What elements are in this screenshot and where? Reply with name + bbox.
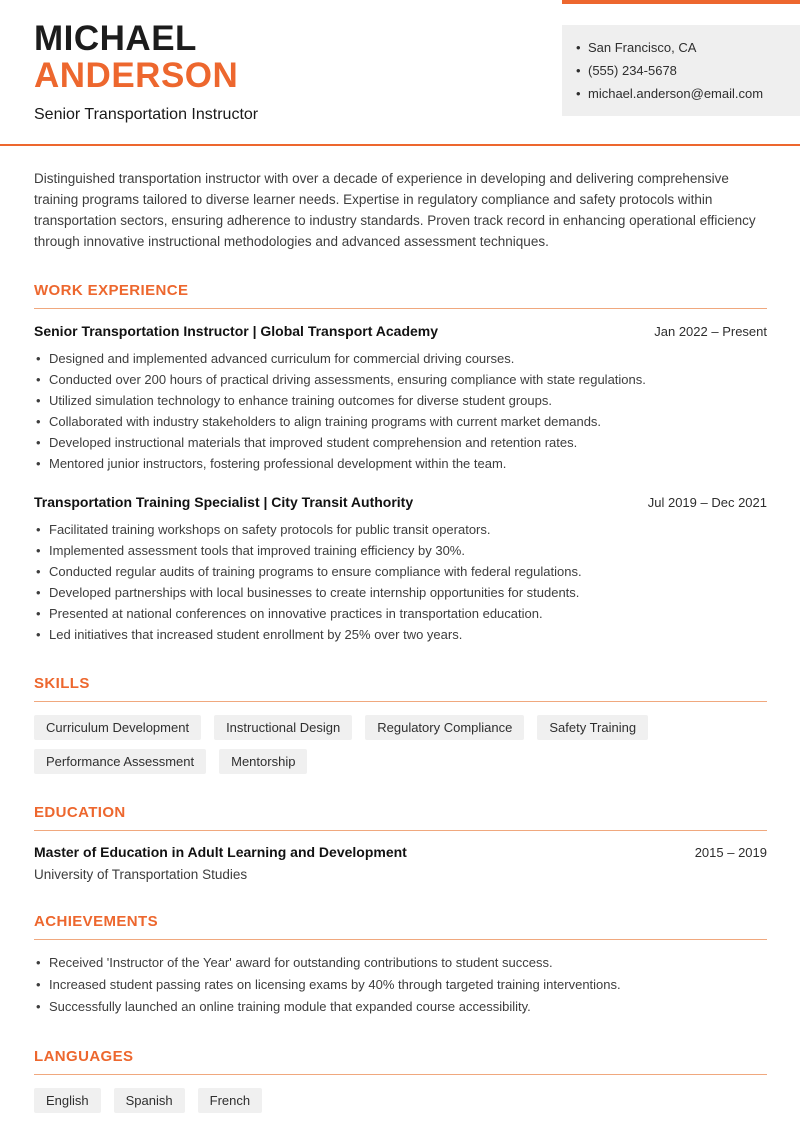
section-rule: [34, 1074, 767, 1075]
job-header: [34, 494, 767, 511]
contact-card: [562, 25, 800, 116]
job-bullet-list: [34, 348, 767, 474]
section-rule: [34, 701, 767, 702]
achievement-item: • Received 'Instructor of the Year' award for outstanding contributions to student success.: [34, 952, 767, 974]
degree-title: Master of Education in Adult Learning and Development: [34, 844, 407, 860]
school-name: University of Transportation Studies: [34, 867, 248, 882]
bullet-item: • Conducted over 200 hours of practical driving assessments, ensuring compliance with state regulations.: [34, 369, 767, 390]
job-dates: Jul 2019 – Dec 2021: [647, 495, 767, 510]
job-dates: Jan 2022 – Present: [654, 324, 767, 339]
bullet-item: • Developed partnerships with local businesses to create internship opportunities for students.: [34, 582, 767, 603]
job-bullet-list: [34, 519, 767, 645]
achievement-list: [34, 952, 767, 1018]
skill-tag-list: [34, 715, 767, 774]
section-achievements: [34, 913, 767, 1018]
header: [0, 0, 800, 124]
language-tag-list: [34, 1088, 767, 1113]
bullet-item: • Facilitated training workshops on safety protocols for public transit operators.: [34, 519, 767, 540]
job-header: [34, 323, 767, 340]
contact-email: • michael.anderson@email.com: [576, 82, 790, 105]
job-title: Senior Transportation Instructor | Global Transport Academy: [34, 323, 439, 339]
language-tag: French: [198, 1088, 262, 1113]
job-entry: [34, 323, 767, 474]
section-heading-languages: LANGUAGES: [34, 1048, 134, 1065]
skill-tag: Mentorship: [219, 749, 307, 774]
bullet-item: • Designed and implemented advanced curriculum for commercial driving courses.: [34, 348, 767, 369]
bullet-item: • Developed instructional materials that improved student comprehension and retention rates.: [34, 432, 767, 453]
education-header: [34, 844, 767, 861]
bullet-item: • Utilized simulation technology to enhance training outcomes for diverse student groups.: [34, 390, 767, 411]
header-divider: [0, 144, 800, 146]
section-rule: [34, 308, 767, 309]
section-skills: [34, 675, 767, 774]
bullet-item: • Led initiatives that increased student enrollment by 25% over two years.: [34, 624, 767, 645]
bullet-item: • Mentored junior instructors, fostering professional development within the team.: [34, 453, 767, 474]
job-entry: [34, 494, 767, 645]
job-title: Transportation Training Specialist | City Transit Authority: [34, 494, 414, 510]
section-rule: [34, 830, 767, 831]
section-heading-work: WORK EXPERIENCE: [34, 282, 189, 299]
section-work-experience: [34, 282, 767, 645]
content: [0, 168, 800, 1113]
achievement-item: • Successfully launched an online training module that expanded course accessibility.: [34, 996, 767, 1018]
skill-tag: Regulatory Compliance: [365, 715, 524, 740]
section-heading-skills: SKILLS: [34, 675, 90, 692]
skill-tag: Instructional Design: [214, 715, 352, 740]
skill-tag: Safety Training: [537, 715, 648, 740]
summary-paragraph: Distinguished transportation instructor with over a decade of experience in developing and delivering comprehensive training programs tailored to diverse learner needs. Expertise in regulatory compliance and safety protocols within transportation sectors, ensuring adherence to industry standards. Proven track record in enhancing operational efficiency through innovative instructional methodologies and advanced assessment techniques.: [34, 171, 756, 249]
last-name: ANDERSON: [34, 56, 239, 95]
section-education: [34, 804, 767, 883]
bullet-item: • Conducted regular audits of training programs to ensure compliance with federal regulations.: [34, 561, 767, 582]
language-tag: Spanish: [114, 1088, 185, 1113]
language-tag: English: [34, 1088, 101, 1113]
contact-phone: • (555) 234-5678: [576, 59, 790, 82]
section-heading-achievements: ACHIEVEMENTS: [34, 913, 158, 930]
contact-location: • San Francisco, CA: [576, 36, 790, 59]
bullet-item: • Implemented assessment tools that improved training efficiency by 30%.: [34, 540, 767, 561]
education-dates: 2015 – 2019: [694, 845, 767, 860]
skill-tag: Performance Assessment: [34, 749, 206, 774]
job-headline: Senior Transportation Instructor: [34, 106, 259, 123]
achievement-item: • Increased student passing rates on licensing exams by 40% through targeted training interventions.: [34, 974, 767, 996]
skill-tag: Curriculum Development: [34, 715, 201, 740]
bullet-item: • Collaborated with industry stakeholders to align training programs with current market demands.: [34, 411, 767, 432]
section-rule: [34, 939, 767, 940]
section-languages: [34, 1048, 767, 1113]
section-heading-education: EDUCATION: [34, 804, 126, 821]
first-name: MICHAEL: [34, 19, 197, 58]
bullet-item: • Presented at national conferences on innovative practices in transportation education.: [34, 603, 767, 624]
